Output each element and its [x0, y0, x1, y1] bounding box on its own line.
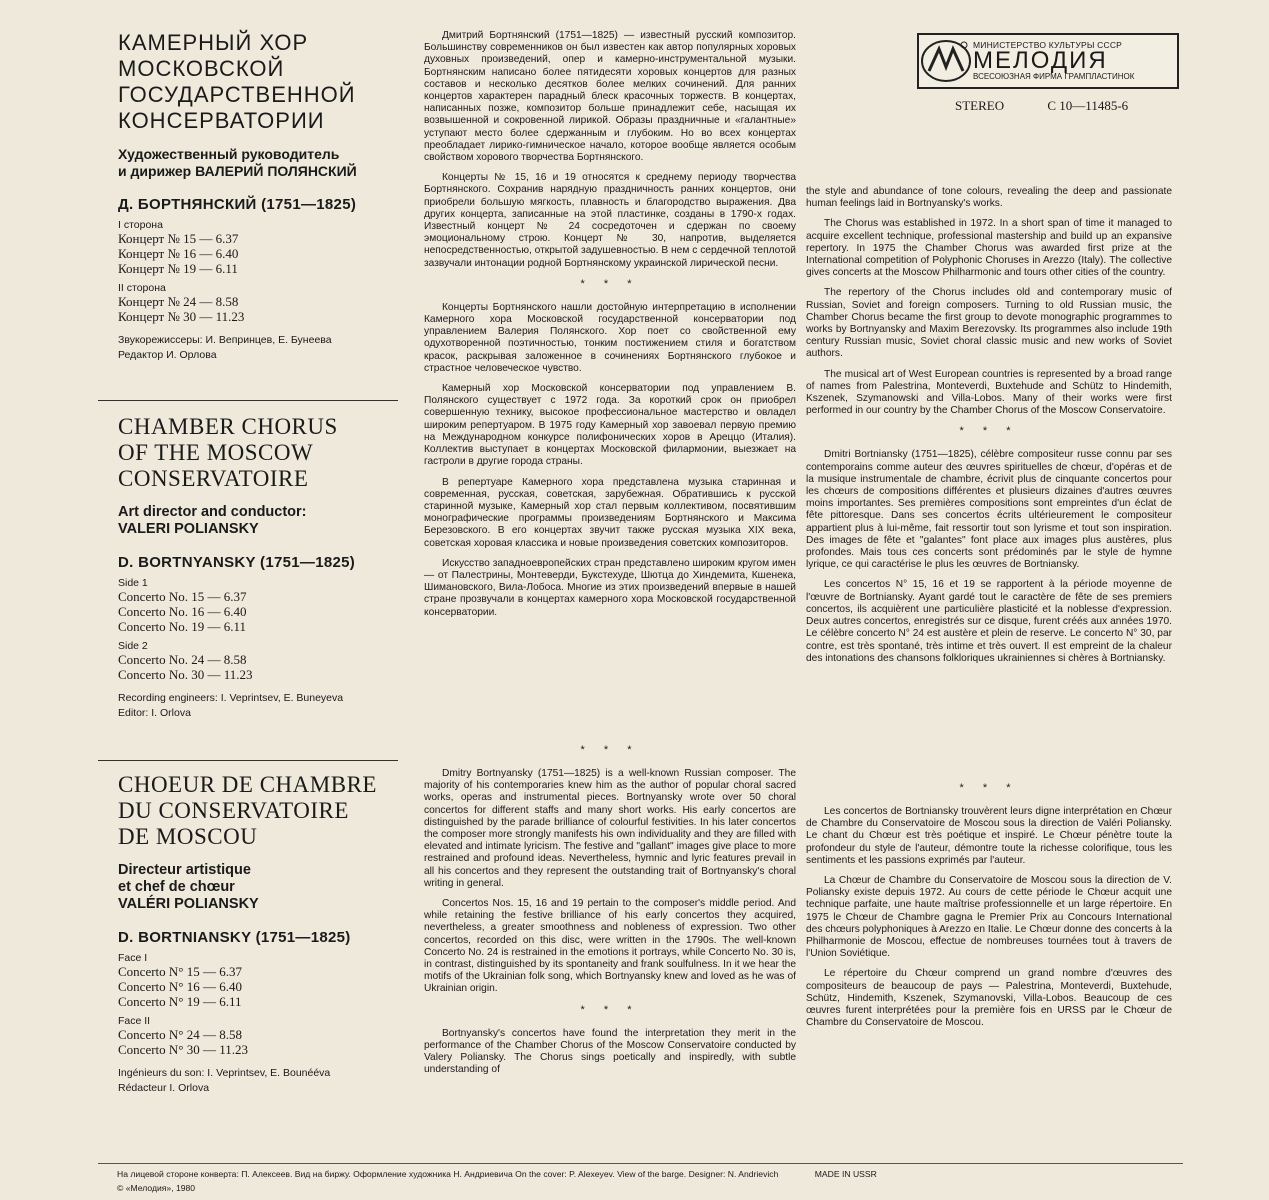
ru-track: Концерт № 19 — 6.11: [118, 261, 238, 276]
firm-text: ВСЕСОЮЗНАЯ ФИРМА ГРАМПЛАСТИНОК: [973, 72, 1135, 82]
ru-title-line: ГОСУДАРСТВЕННОЙ: [118, 82, 356, 107]
en-paragraph: The Chorus was established in 1972. In a short span of time it managed to acquire excellent technique, professional mastership and build up an expansive repertory. In 1975 the Chamber Chorus was awarded first prize at the International competition of Polyphonic Choruses in Arezzo (Italy). The collective gives concerts at the Moscow Philharmonic and tours other cities of the country.: [806, 218, 1172, 279]
catalog-number: C 10—11485-6: [1047, 98, 1129, 113]
divider: [98, 400, 398, 401]
fr-paragraph: Les concertos N° 15, 16 et 19 se rapportent à la période moyenne de l'œuvre de Bortniansky. Ayant gardé tout le caractère de fête de ses premiers concertos, ils acquièrent une particulière plasticité et la noblesse d'expression. Deux autres concertos, enregistrés sur ce disque, furent créés aux années 1970. Le célèbre concerto N° 24 est austère et plein de reserve. Le concerto N° 30, par contre, est très spontané, très intime et très ouvert. Il est empreint de la chaleur des intonations des chansons folkloriques ukrainiennes si chères à Bortniansky.: [806, 579, 1172, 664]
stereo-label: STEREO: [955, 98, 1005, 113]
ru-paragraph: Камерный хор Московской консерватории под управлением В. Полянского существует с 1972 года. За короткий срок он приобрел совершенную технику, высокое профессиональное мастерство и овладел широким репертуаром. В 1975 году Камерный хор завоевал первую премию на Международном конкурсе полифонических хоров в Ареццо (Италия). Коллектив выступает в концертах Московской филармонии, выезжает на гастроли в другие города страны.: [424, 383, 796, 468]
en-title-line: CHAMBER CHORUS: [118, 414, 338, 439]
fr-composer: D. BORTNIANSKY (1751—1825): [118, 929, 351, 946]
copyright: © «Мелодия», 1980: [117, 1183, 196, 1193]
ru-track: Концерт № 15 — 6.37: [118, 231, 239, 246]
en-paragraph: The repertory of the Chorus includes old and contemporary music of Russian, Soviet and foreign composers. Turning to old Russian music, the Chamber Chorus became the first group to devote monographic programmes to works by Bortnyansky and Maxim Berezovsky. Its programmes also include 19th century Russian music, Soviet choral classic music and new works of Soviet authors.: [806, 287, 1172, 360]
en-paragraph: Bortnyansky's concertos have found the interpretation they merit in the performance of the Chamber Chorus of the Moscow Conservatoire conducted by Valery Poliansky. The Chorus sings poetically and inspiredly, with subtle understanding of: [424, 1027, 796, 1076]
ru-engineers: Звукорежиссеры: И. Вепринцев, Е. Бунеева: [118, 334, 332, 346]
en-director: [118, 504, 418, 538]
fr-paragraph: Le répertoire du Chœur comprend un grand nombre d'œuvres des compositeurs de beaucoup de pays — Palestrina, Monteverdi, Buxtehude, Schütz, Hindemith, Kszenek, Szymanovski, Villa-Lobos. Beaucoup de ces œuvres furent interprétées pour la première fois en URSS par le Chœur de Chambre du Conservatoire de Moscou.: [806, 968, 1172, 1029]
en-side2-label: Side 2: [118, 640, 148, 652]
ru-composer: Д. БОРТНЯНСКИЙ (1751—1825): [118, 196, 357, 213]
en-paragraph: The musical art of West European countries is represented by a broad range of names from Palestrina, Monteverdi, Buxtehude and Schütz to Hindemith, Kszenek, Szymanowski and Villa-Lobos. Many of their works were first performed in our country by the Chamber Chorus of the Moscow Conservatoire.: [806, 368, 1172, 417]
ru-director: [118, 146, 418, 180]
ru-paragraph: В репертуаре Камерного хора представлена музыка старинная и современная, русская, советская, зарубежная. Обратившись к русской старинной музыке, Камерный хор стал первым коллективом, посвятившим монографические программы произведениям Бортнянского и Максима Березовского. В его концертах звучит также русская музыка XIX века, советская хоровая классика и новые произведения советских композиторов.: [424, 476, 796, 549]
en-director-line: Art director and conductor:: [118, 504, 307, 520]
left-column: [118, 30, 418, 362]
en-paragraph: the style and abundance of tone colours, revealing the deep and passionate human feelings laid in Bortnyansky's works.: [806, 186, 1172, 210]
made-in: MADE IN USSR: [814, 1169, 877, 1179]
ru-title-line: КАМЕРНЫЙ ХОР: [118, 30, 309, 55]
fr-paragraph: Les concertos de Bortniansky trouvèrent leurs digne interprétation en Chœur de Chambre du Conservatoire de Moscou sous la direction de Valéri Poliansky. Le chant du Chœur est très poétique et inspiré. Le Chœur pénètre toute la profondeur du style de l'auteur, démontre toute la richesse colorifique, tous les sentiments et les passions exprimés par l'auteur.: [806, 806, 1172, 866]
footer: [117, 1169, 1177, 1194]
fr-title-line: DE MOSCOU: [118, 824, 258, 849]
ru-title-line: КОНСЕРВАТОРИИ: [118, 108, 325, 133]
brand-name: МЕЛОДИЯ: [973, 47, 1108, 75]
footer-rule: [98, 1163, 1183, 1164]
ru-track: Концерт № 16 — 6.40: [118, 246, 239, 261]
en-director-line: VALERI POLIANSKY: [118, 521, 259, 537]
fr-engineers: Ingénieurs du son: I. Veprintsev, E. Bounééva: [118, 1067, 331, 1079]
en-track: Concerto No. 15 — 6.37: [118, 589, 247, 604]
ru-director-line: Художественный руководитель: [118, 146, 340, 162]
en-paragraph: Dmitry Bortnyansky (1751—1825) is a well-known Russian composer. The majority of his contemporaries knew him as the author of popular choral sacred works, operas and instrumental pieces. Bortnyansky wrote over 50 choral concertos for different staffs and many short works. His early concertos are distinguished by the parade brilliance of colourful festivities. In his later concertos the composer more strongly manifests his own individuality and they are filled with elevated and intimate lyricism. The festive and "gallant" images give place to more restrained and profound ideas. Nevertheless, hymnic and lyric features prevail in all his concertos and they represent the outstanding trait of Bortnyansky's choral writing in general.: [424, 768, 796, 889]
ru-track: Концерт № 30 — 11.23: [118, 309, 245, 324]
en-title-line: OF THE MOSCOW: [118, 440, 314, 465]
en-block: [118, 414, 418, 720]
fr-title-line: CHOEUR DE CHAMBRE: [118, 772, 377, 797]
fr-track: Concerto N° 19 — 6.11: [118, 994, 242, 1009]
section-separator: * * *: [580, 1003, 640, 1016]
middle-column-top: [424, 30, 796, 627]
fr-paragraph: Dmitri Bortniansky (1751—1825), célèbre compositeur russe connu par ses contemporains comme auteur des œuvres spirituelles de chœur, d'opéras et de la musique instrumentale de chambre, écrivit plus de cinquante concertos pour les chœurs de compositions différentes et plusieurs dizaines d'autres œuvres moins importantes. Ses premières compositions sont empreintes d'un éclat de fête pittoresque. Dans ses concertos écrits ultérieurement le compositeur appartient plus à lui-même, fait ressortir tout son lyrisme et tout son inspiration. Des images de fête et "galantes" font place aux images plus austères, plus profondes. Mais tous ces concerts sont prédominés par le style de hymne lyrique, ce qui caractérise le plus les œuvres de Bortniansky.: [806, 449, 1172, 571]
fr-director-line: Directeur artistique: [118, 862, 251, 878]
fr-director-line: VALÉRI POLIANSKY: [118, 896, 259, 912]
ru-paragraph: Концерты Бортнянского нашли достойную интерпретацию в исполнении Камерного хора Московской государственной консерватории под управлением Валерия Полянского. Хор поет со свойственной ему одухотворенной поэтичностью, тонким постижением стиля и богатством красок, раскрывая заложенное в сочинениях Бортнянского глубокое и страстное человеческое чувство.: [424, 301, 796, 374]
en-track: Concerto No. 24 — 8.58: [118, 652, 247, 667]
en-track: Concerto No. 19 — 6.11: [118, 619, 247, 634]
en-track: Concerto No. 16 — 6.40: [118, 604, 247, 619]
en-track: Concerto No. 30 — 11.23: [118, 667, 253, 682]
ru-side1-label: I сторона: [118, 219, 163, 231]
fr-track: Concerto N° 30 — 11.23: [118, 1042, 249, 1057]
right-column-bottom: [806, 776, 1172, 1037]
en-side1-label: Side 1: [118, 577, 148, 589]
ru-track: Концерт № 24 — 8.58: [118, 294, 239, 309]
fr-title-line: DU CONSERVATOIRE: [118, 798, 349, 823]
melodiya-record-icon: [919, 37, 973, 85]
en-title-line: CONSERVATOIRE: [118, 466, 309, 491]
logo-text: [973, 41, 1134, 82]
ru-block: [118, 30, 418, 362]
ru-paragraph: Дмитрий Бортнянский (1751—1825) — известный русский композитор. Большинству современников он был известен как автор популярных хоровых духовных произведений, опер и камерно-инструментальной музыки. Бортнянским написано более пятидесяти хоровых концертов для разных составов и несколько десятков более мелких сочинений. Для ранних концертов характерен парадный блеск красочных торжеств. В концертах, написанных позже, композитор больше принадлежит себе, насыщая их возвышенной и сокровенной лирикой. Образы праздничные и «галантные» уступают место более сдержанным и глубоким. Но во всех концертах преобладает лирико-гимническое начало, которое вообще является особым свойством хорового творчества Бортнянского.: [424, 30, 796, 164]
fr-paragraph: La Chœur de Chambre du Conservatoire de Moscou sous la direction de V. Poliansky existe depuis 1972. Au cours de cette période le Chœur acquit une technique parfaite, une haute maîtrise professionnelle et un large répertoire. En 1975 le Chœur de Chambre gagna le Premier Prix au Concours International des chœurs polyphoniques à Arezzo en Italie. Le Chœur donne des concerts à la Philharmonie de Moscou, effectue de nombreuses tournées tout à travers de l'Union Soviétique.: [806, 875, 1172, 960]
ru-director-line: и дирижер ВАЛЕРИЙ ПОЛЯНСКИЙ: [118, 163, 357, 179]
ru-title-line: МОСКОВСКОЙ: [118, 56, 285, 81]
fr-block: [118, 772, 418, 1095]
fr-director-line: et chef de chœur: [118, 879, 235, 895]
fr-track: Concerto N° 15 — 6.37: [118, 964, 242, 979]
fr-title: [118, 772, 418, 850]
fr-side2-label: Face II: [118, 1015, 151, 1027]
fr-side1-label: Face I: [118, 952, 148, 964]
fr-editor: Rédacteur I. Orlova: [118, 1082, 210, 1094]
ru-editor: Редактор И. Орлова: [118, 349, 217, 361]
section-separator: * * *: [580, 277, 640, 290]
en-engineers: Recording engineers: I. Veprintsev, E. Buneyeva: [118, 692, 344, 704]
footer-line: [117, 1169, 1177, 1180]
divider: [98, 760, 398, 761]
right-column-top: [806, 186, 1172, 673]
section-separator: * * *: [580, 744, 640, 756]
ru-paragraph: Концерты № 15, 16 и 19 относятся к среднему периоду творчества Бортнянского. Сохранив нарядную праздничность ранних концертов, они приобрели большую мягкость, плавность и благородство выражения. Два других концерта, записанные на этой пластинке, созданы в 1790-х годах. Известный концерт № 24 сосредоточен и сдержан по своему эмоциональному строю. Концерт № 30, напротив, выделяется непосредственностью, открытой задушевностью. В нем с сердечной теплотой зазвучали интонации родной Бортнянскому украинской лирической песни.: [424, 172, 796, 269]
section-separator: * * *: [959, 782, 1019, 794]
fr-director: [118, 862, 418, 913]
en-editor: Editor: I. Orlova: [118, 707, 191, 719]
ru-side2-label: II сторона: [118, 282, 166, 294]
en-title: [118, 414, 418, 492]
fr-track: Concerto N° 24 — 8.58: [118, 1027, 242, 1042]
en-paragraph: Concertos Nos. 15, 16 and 19 pertain to the composer's middle period. And while retaining the festive brilliance of his early concertos they acquired, nevertheless, a greater smoothness and nobleness of expression. Two other concertos, recorded on this disc, were written in the 1790s. The well-known Concerto No. 24 is restrained in the emotions it portrays, while Concerto No. 30 is, in contrast, distinguished by its spontaneity and frank soulfulness. In it we hear the motifs of the Ukrainian folk song, which Bortnyansky knew and loved as he was of Ukrainian origin.: [424, 898, 796, 995]
fr-track: Concerto N° 16 — 6.40: [118, 979, 242, 994]
section-separator: * * *: [959, 425, 1019, 438]
cover-credit: На лицевой стороне конверта: П. Алексеев. Вид на биржу. Оформление художника Н. Андриевича On the cover: P. Alexeyev. View of the barge. Designer: N. Andrievich: [117, 1169, 779, 1179]
ru-paragraph: Искусство западноевропейских стран представлено широким кругом имен — от Палестрины, Монтеверди, Букстехуде, Шютца до Хиндемита, Кшенека, Шимановского, Вила-Лобоса. Многие из этих произведений впервые в нашей стране прозвучали в концертах камерного хора Московской государственной консерватории.: [424, 557, 796, 618]
ministry-text: МИНИСТЕРСТВО КУЛЬТУРЫ СССР: [973, 39, 1123, 50]
melodiya-logo: [917, 33, 1179, 89]
middle-column-bottom: [424, 738, 796, 1084]
ru-title: [118, 30, 418, 134]
en-composer: D. BORTNYANSKY (1751—1825): [118, 554, 356, 571]
catalog-line: [955, 98, 1185, 114]
